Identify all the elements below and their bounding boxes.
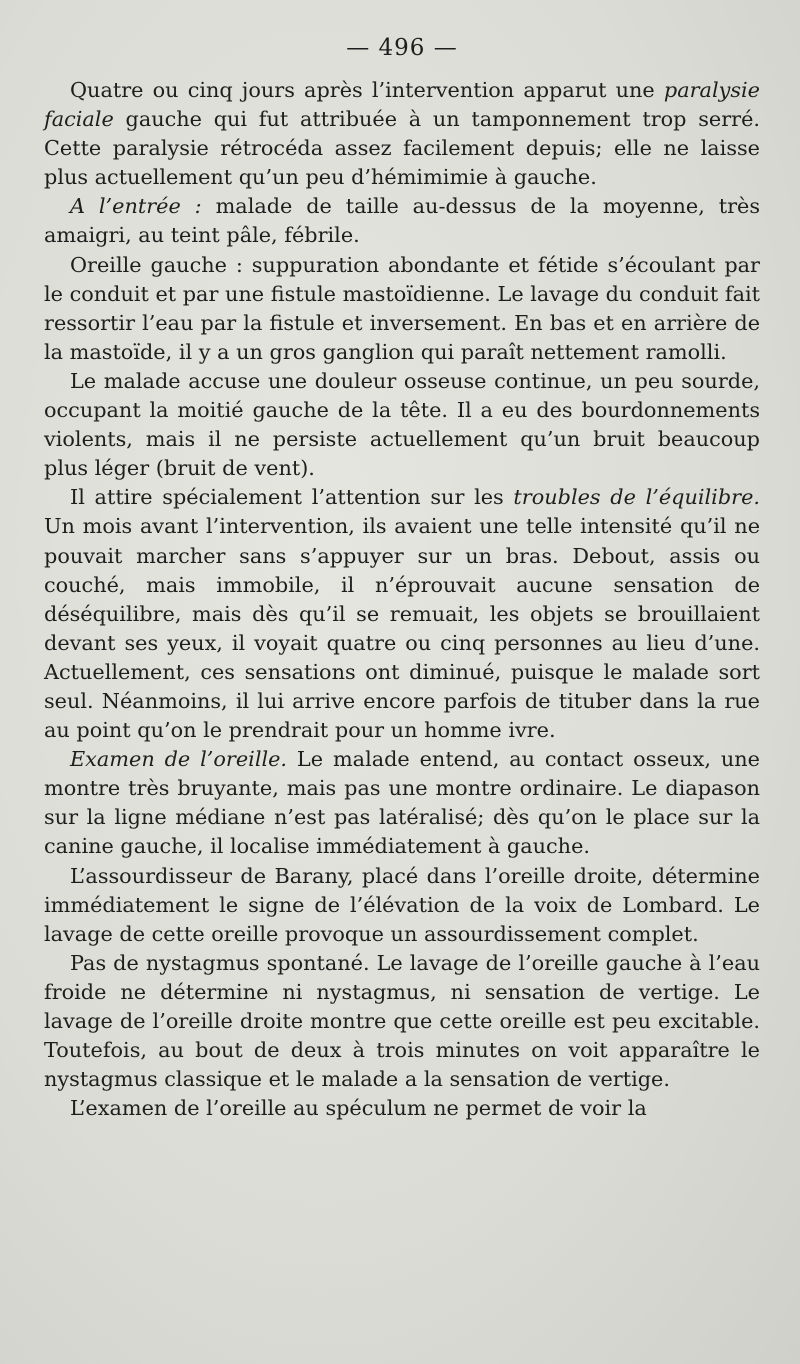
text-run: Oreille gauche : suppuration abondante et fétide s’écoulant par le conduit et par une fistule mastoïdienne. Le lavage du conduit fait ressortir l’eau par la fistule et inversement. En bas et en arrière de la mastoïde, il y a un gros ganglion qui paraît nettement ramolli. — [44, 252, 760, 364]
paragraph-p1 — [44, 76, 760, 192]
body-text — [44, 76, 760, 1123]
italic-run: A l’entrée : — [70, 194, 202, 219]
text-run: Il attire spécialement l’attention sur les — [70, 485, 514, 510]
paragraph-p8 — [44, 949, 760, 1094]
text-run: malade de taille au-dessus de la moyenne, très amaigri, au teint pâle, fébrile. — [44, 194, 761, 248]
text-run: L’examen de l’oreille au spéculum ne permet de voir la — [70, 1096, 647, 1121]
italic-run: Examen de l’oreille. — [70, 747, 288, 772]
text-run: Le malade accuse une douleur osseuse continue, un peu sourde, occupant la moitié gauche de la tête. Il a eu des bourdonnements violents, mais il ne persiste actuellement qu’un bruit beaucoup plus léger (bruit de vent). — [44, 368, 760, 481]
paragraph-p2 — [44, 192, 760, 250]
paragraph-p9 — [44, 1094, 760, 1123]
text-run: Le malade entend, au contact osseux, une montre très bruyante, mais pas une montre ordinaire. Le diapason sur la ligne médiane n’est pas latéralisé; dès qu’on le place sur la canine gauche, il localise immédiatement à gauche. — [44, 747, 760, 859]
text-run: Pas de nystagmus spontané. Le lavage de l’oreille gauche à l’eau froide ne détermine ni nystagmus, ni sensation de vertige. Le lavage de l’oreille droite montre que cette oreille est peu excitable. Toutefois, au bout de deux à trois minutes on voit apparaître le nystagmus classique et le malade a la sensation de vertige. — [44, 950, 760, 1092]
paragraph-p5 — [44, 483, 760, 745]
italic-run: paralysie faciale — [44, 78, 760, 132]
paragraph-p6 — [44, 745, 760, 861]
page-number: — 496 — — [346, 35, 458, 61]
paragraph-p4 — [44, 367, 760, 483]
text-run: gauche qui fut attribuée à un tamponnement trop serré. Cette paralysie rétrocéda assez facilement depuis; elle ne laisse plus actuellement qu’un peu d’hémimimie à gauche. — [44, 107, 760, 190]
text-run: Un mois avant l’intervention, ils avaient une telle intensité qu’il ne pouvait marcher sans s’appuyer sur un bras. Debout, assis ou couché, mais immobile, il n’éprouvait aucune sensation de déséquilibre, mais dès qu’il se remuait, les objets se brouillaient devant ses yeux, il voyait quatre ou cinq personnes au lieu d’une. Actuellement, ces sensations ont diminué, puisque le malade sort seul. Néanmoins, il lui arrive encore parfois de tituber dans la rue au point qu’on le prendrait pour un homme ivre. — [44, 514, 760, 743]
paragraph-p7 — [44, 862, 760, 949]
text-run: L’assourdisseur de Barany, placé dans l’oreille droite, détermine immédiatement le signe de l’élévation de la voix de Lombard. Le lavage de cette oreille provoque un assourdissement complet. — [44, 863, 760, 946]
text-run: Quatre ou cinq jours après l’intervention apparut une — [70, 78, 664, 102]
italic-run: troubles de l’équilibre. — [513, 485, 760, 510]
paragraph-p3 — [44, 251, 760, 367]
